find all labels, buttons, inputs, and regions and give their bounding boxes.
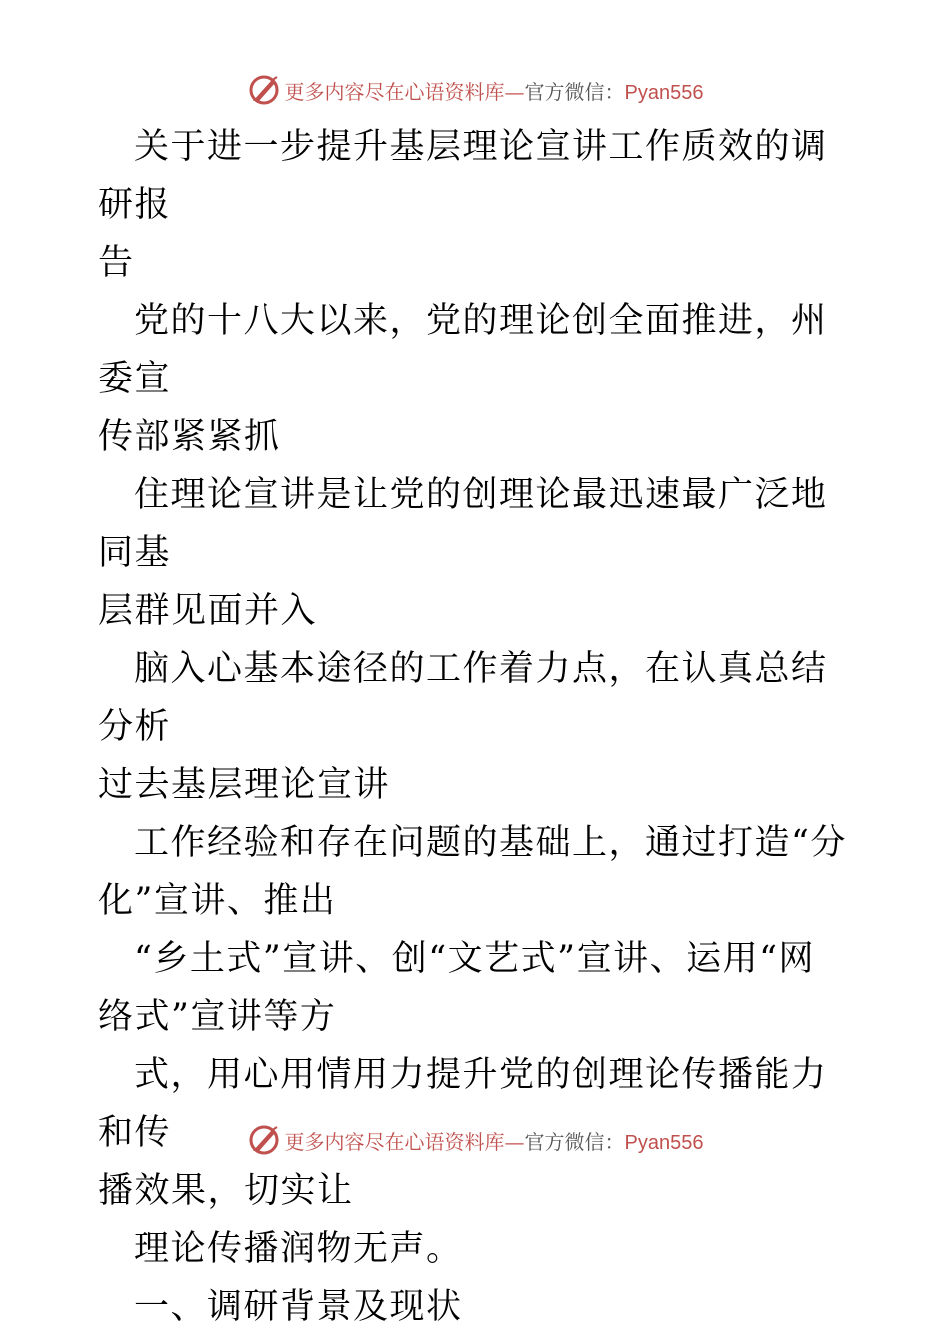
section-heading: 一、调研背景及现状 xyxy=(134,1287,463,1327)
paragraph-title: 关于进一步提升基层理论宣讲工作质效的调研报 告 xyxy=(98,127,828,283)
watermark-header xyxy=(0,70,950,110)
paragraph: 住理论宣讲是让党的创理论最迅速最广泛地同基 层群见面并入 xyxy=(98,475,828,631)
paragraph: 理论传播润物无声。 xyxy=(134,1229,463,1269)
paragraph: 式，用心用情用力提升党的创理论传播能力和传 播效果，切实让 xyxy=(98,1055,828,1211)
paragraph: 脑入心基本途径的工作着力点，在认真总结分析 过去基层理论宣讲 xyxy=(98,649,828,805)
quill-logo-icon xyxy=(247,73,281,107)
paragraph: “乡土式”宣讲、创“文艺式”宣讲、运用“网 络式”宣讲等方 xyxy=(98,939,815,1037)
watermark-footer xyxy=(0,1120,950,1160)
paragraph: 工作经验和存在问题的基础上，通过打造“分 化”宣讲、推出 xyxy=(98,823,847,921)
paragraph: 党的十八大以来，党的理论创全面推进，州委宣 传部紧紧抓 xyxy=(98,301,828,457)
quill-logo-icon xyxy=(247,1123,281,1157)
watermark-text: 更多内容尽在心语资料库—官方微信：Pyan556 xyxy=(284,1129,704,1154)
watermark-text: 更多内容尽在心语资料库—官方微信：Pyan556 xyxy=(284,79,704,104)
